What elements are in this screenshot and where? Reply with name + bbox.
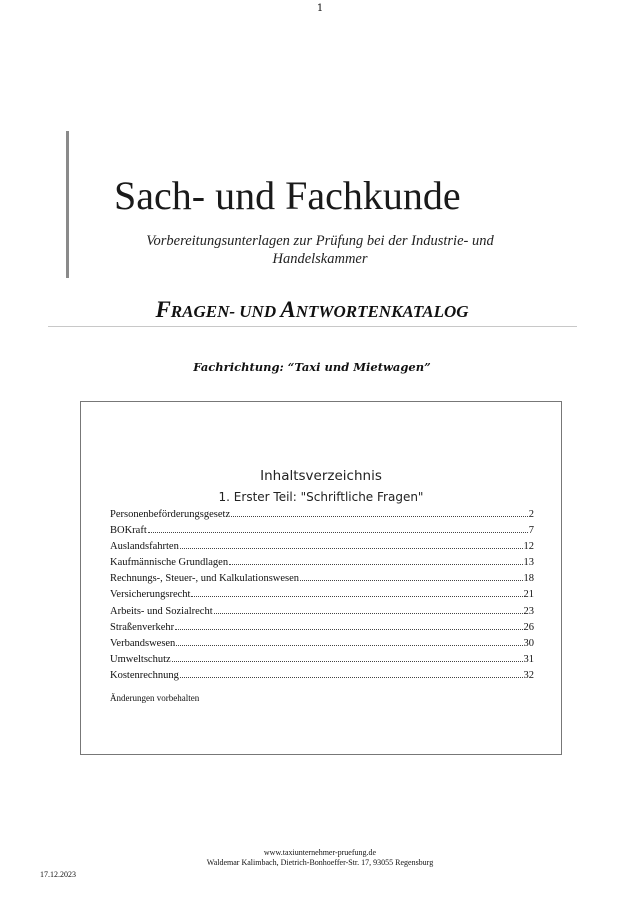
toc-entry-label: Kaufmännische Grundlagen (110, 557, 229, 569)
toc-entry-page: 13 (523, 557, 534, 569)
toc-leader-dots (229, 564, 522, 565)
toc-leader-dots (214, 613, 523, 614)
toc-entry[interactable] (110, 622, 534, 638)
toc-heading: Inhaltsverzeichnis (260, 468, 382, 484)
toc-entry[interactable] (110, 573, 534, 589)
toc-entry-page: 31 (523, 653, 534, 665)
toc-entry[interactable] (110, 638, 534, 654)
toc-entry[interactable] (110, 670, 534, 686)
toc-leader-dots (172, 661, 523, 662)
toc-entry-page: 26 (523, 621, 534, 633)
fachrichtung: Fachrichtung: “Taxi und Mietwagen” (193, 360, 431, 374)
catalog-title-part: A (280, 297, 296, 322)
footer-address: Waldemar Kalimbach, Dietrich-Bonhoeffer-Str. 17, 93055 Regensburg (206, 858, 434, 867)
toc-entry-label: Versicherungsrecht (110, 589, 191, 601)
toc-entry-label: Rechnungs-, Steuer-, und Kalkulationswesen (110, 573, 300, 585)
footer-url[interactable]: www.taxiunternehmer-pruefung.de (263, 848, 377, 857)
toc-entry-label: Umweltschutz (110, 653, 171, 665)
toc-leader-dots (180, 677, 523, 678)
footer-date: 17.12.2023 (40, 870, 76, 879)
toc-entry-page: 23 (523, 605, 534, 617)
subtitle-line-1: Vorbereitungsunterlagen zur Prüfung bei der Industrie- und (146, 233, 494, 249)
divider (48, 326, 577, 327)
toc-entry[interactable] (110, 557, 534, 573)
toc-entry-page: 2 (528, 509, 534, 520)
toc-entry-page: 7 (528, 525, 534, 537)
toc-entry-page: 32 (523, 669, 534, 681)
toc-entry[interactable] (110, 509, 534, 525)
toc-leader-dots (176, 645, 522, 646)
page-number: 1 (316, 3, 324, 14)
catalog-title-part: RAGEN- UND (170, 302, 281, 321)
toc-leader-dots (191, 596, 522, 597)
toc-leader-dots (180, 548, 523, 549)
title-accent-bar (66, 131, 69, 278)
toc-entry-page: 18 (523, 573, 534, 585)
toc-entry-label: Verbandswesen (110, 637, 176, 649)
catalog-title (0, 297, 624, 323)
toc-entry[interactable] (110, 589, 534, 605)
toc-entry-label: Arbeits- und Sozialrecht (110, 605, 213, 617)
toc-leader-dots (231, 516, 528, 517)
toc-entry-label: BOKraft (110, 525, 147, 537)
toc-list (110, 509, 534, 686)
catalog-title-part: F (155, 297, 171, 322)
toc-entry[interactable] (110, 525, 534, 541)
document-title: Sach- und Fachkunde (114, 173, 461, 218)
toc-entry-label: Auslandsfahrten (110, 541, 179, 553)
document-subtitle (110, 232, 530, 268)
toc-entry-page: 30 (523, 637, 534, 649)
toc-leader-dots (175, 629, 522, 630)
toc-entry-label: Straßenverkehr (110, 621, 175, 633)
toc-entry-label: Personenbeförderungsgesetz (110, 509, 231, 520)
table-of-contents (80, 401, 562, 755)
toc-entry[interactable] (110, 654, 534, 670)
changes-note: Änderungen vorbehalten (110, 693, 200, 703)
toc-entry-page: 12 (523, 541, 534, 553)
catalog-title-part: NTWORTENKATALOG (295, 302, 469, 321)
toc-entry[interactable] (110, 606, 534, 622)
toc-leader-dots (148, 532, 528, 533)
toc-subheading: 1. Erster Teil: "Schriftliche Fragen" (218, 490, 424, 504)
subtitle-line-2: Handelskammer (272, 251, 368, 267)
toc-entry-label: Kostenrechnung (110, 669, 179, 681)
toc-entry-page: 21 (523, 589, 534, 601)
toc-entry[interactable] (110, 541, 534, 557)
toc-leader-dots (300, 580, 522, 581)
